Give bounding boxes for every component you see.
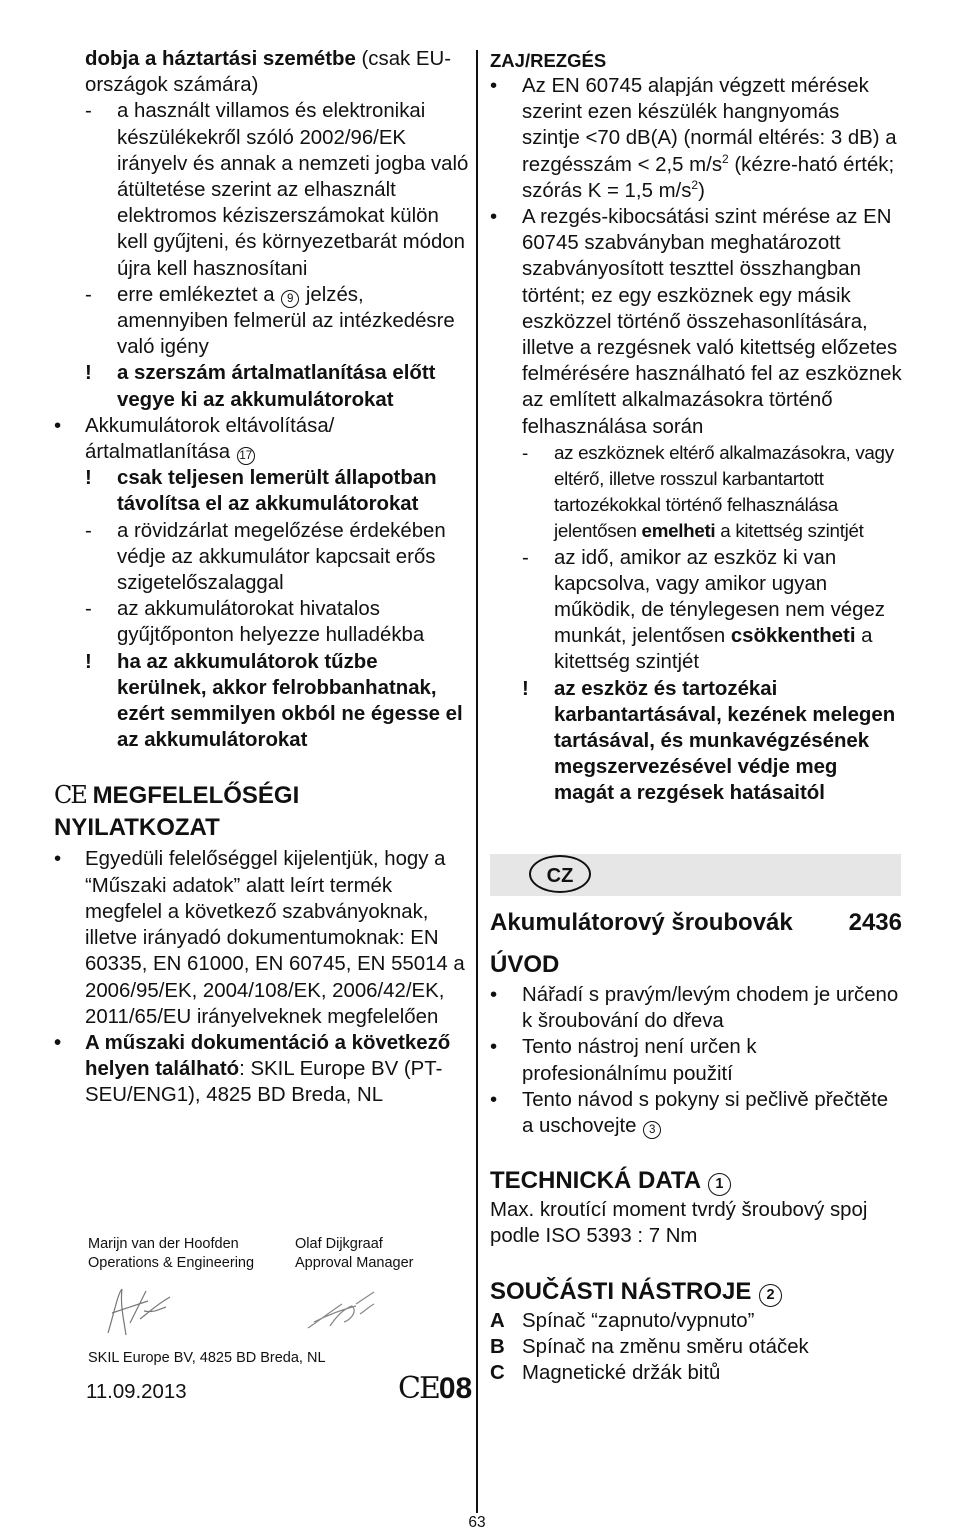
warning-item	[54, 649, 470, 754]
part-item	[490, 1360, 902, 1386]
part-key: C	[490, 1362, 505, 1385]
bullet-text: Tento nástroj není určen k profesionálnímu použití	[522, 1036, 757, 1085]
list-item	[54, 596, 470, 648]
part-label: Magnetické držák bitů	[522, 1362, 721, 1385]
bullet-item	[490, 204, 902, 440]
column-divider	[476, 50, 478, 1513]
warning-text: az eszköz és tartozékai karbantartásával, kezének melegen tartásával, és munkavégzésének megszervezésével védje meg magát a rezgések hatásaitól	[554, 677, 896, 805]
part-key: A	[490, 1309, 505, 1332]
bullet-marker: •	[490, 1036, 498, 1059]
product-title	[490, 907, 902, 939]
bullet-bold: A műszaki dokumentáció a következő helyen található	[85, 1031, 451, 1081]
bullet-text: A rezgés-kibocsátási szint mérése az EN 60745 szabványban meghatározott szabványosított teszttel összhangban történt; ez egy eszköznek egy másik eszközzel történő összehasonlítására, illetve a rezgésnek való kitettség előzetes felmérésére használható fel az eszköznek az említett alkalmazásokra történő felhasználása során	[522, 206, 902, 438]
conformity-title: MEGFELELŐSÉGI NYILATKOZAT	[54, 782, 300, 842]
ce-year: 08	[438, 1372, 473, 1405]
ref-9-icon: 9	[281, 290, 299, 308]
signatory-2-name: Olaf Dijkgraaf	[295, 1236, 383, 1252]
page-number: 63	[468, 1514, 486, 1531]
product-name: Akumulátorový šroubovák	[490, 909, 793, 936]
bullet-marker: •	[490, 1088, 498, 1111]
bullet-text: )	[698, 179, 705, 202]
list-item-text: a kitettség szintjét	[554, 625, 873, 674]
part-label: Spínač na změnu směru otáček	[522, 1335, 809, 1358]
warning-item	[54, 360, 470, 412]
bullet-item	[54, 846, 470, 1029]
list-item	[54, 518, 470, 597]
superscript: 2	[722, 151, 729, 166]
list-item-text: jelzés, amennyiben felmerül az intézkedésre való igény	[117, 283, 455, 359]
ref-2-icon: 2	[759, 1284, 782, 1307]
warning-marker: !	[85, 650, 92, 673]
warning-marker: !	[522, 677, 529, 700]
list-item	[490, 440, 902, 545]
bullet-text: Akkumulátorok eltávolítása/ ártalmatlanítása	[85, 414, 335, 464]
product-model: 2436	[848, 909, 902, 936]
bullet-marker: •	[490, 984, 498, 1006]
disposal-paragraph	[54, 46, 470, 98]
tech-title: TECHNICKÁ DATA	[490, 1167, 707, 1195]
list-item	[54, 282, 470, 361]
list-item-text: erre emlékeztet a	[117, 283, 281, 306]
bullet-text: SKIL Europe BV (PT-SEU/ENG1), 4825 BD Breda, NL	[85, 1058, 443, 1107]
signatory-1-name: Marijn van der Hoofden	[88, 1236, 239, 1252]
dash-marker: -	[522, 546, 529, 569]
list-item-text: a rövidzárlat megelőzése érdekében védje az akkumulátor kapcsait erős szigetelőszalaggal	[117, 519, 446, 595]
dash-marker: -	[85, 283, 92, 306]
left-column	[54, 46, 470, 1109]
signature-2-icon	[300, 1290, 380, 1335]
disposal-text: (csak EU-országok számára)	[85, 48, 452, 97]
list-item-text: a kitettség szintjét	[715, 520, 864, 542]
bullet-item	[490, 1034, 902, 1086]
signatory-2	[295, 1235, 414, 1273]
bullet-item	[490, 73, 902, 204]
list-item-text: a használt villamos és elektronikai készülékekről szóló 2002/96/EK irányelv és annak a nemzeti jogba való átültetése szerint az elhasznált elektromos kéziszerszámokat külön kell gyűjteni, és környezetbarát módon újra kell hasznosítani	[117, 100, 469, 280]
disposal-bold: dobja a háztartási szemétbe	[85, 48, 356, 70]
list-item	[54, 98, 470, 281]
signatory-1-title: Operations & Engineering	[88, 1255, 255, 1271]
superscript: 2	[691, 177, 699, 192]
dash-marker: -	[85, 598, 92, 621]
warning-marker: !	[85, 362, 92, 385]
list-item-text: az akkumulátorokat hivatalos gyűjtőponton helyezze hulladékba	[117, 598, 425, 647]
signatory-1	[88, 1235, 254, 1273]
signatory-2-title: Approval Manager	[295, 1255, 414, 1271]
warning-marker: !	[85, 467, 92, 490]
tech-text: Max. kroutící moment tvrdý šroubový spoj podle ISO 5393 : 7 Nm	[490, 1199, 868, 1248]
ref-17-icon: 17	[237, 447, 255, 465]
warning-text: csak teljesen lemerült állapotban távolítsa el az akkumulátorokat	[117, 467, 437, 516]
bullet-text: Az EN 60745 alapján végzett mérések szerint ezen készülék hangnyomás szintje <70 dB(A) (normál eltérés: 3 dB) a rezgésszám < 2,5 m/s	[522, 75, 897, 176]
bullet-marker: •	[54, 414, 62, 437]
tech-heading	[490, 1165, 902, 1197]
noise-heading: ZAJ/REZGÉS	[490, 50, 607, 71]
bullet-text: Egyedüli felelőséggel kijelentjük, hogy a “Műszaki adatok” alatt leírt termék megfelel a következő szabványoknak, illetve irányadó dokumentumoknak: EN 60335, EN 61000, EN 60745, EN 55014 a 2006/95/EK, 2004/108/EK, 2006/42/EK, 2011/65/EU irányelveknek megfelelően	[85, 848, 465, 1028]
warning-item	[490, 676, 902, 807]
parts-heading	[490, 1276, 902, 1308]
intro-heading: ÚVOD	[490, 951, 560, 978]
list-item-text: az idő, amikor az eszköz ki van kapcsolva, vagy amikor ugyan működik, de ténylegesen nem végez munkát, jelentősen	[554, 546, 885, 648]
warning-text: ha az akkumulátorok tűzbe kerülnek, akkor felrobbanhatnak, ezért semmilyen okból ne égesse el az akkumulátorokat	[117, 650, 463, 752]
bullet-marker: •	[490, 206, 498, 229]
company-address: SKIL Europe BV, 4825 BD Breda, NL	[88, 1350, 326, 1366]
part-key: B	[490, 1335, 505, 1358]
language-badge: CZ	[529, 855, 591, 893]
bullet-item	[54, 1030, 470, 1109]
ref-1-icon: 1	[708, 1173, 731, 1196]
ce-mark-icon: CE	[54, 781, 86, 810]
dash-marker: -	[522, 441, 528, 463]
bullet-marker: •	[54, 1031, 62, 1054]
dash-marker: -	[85, 519, 92, 542]
ce08-mark	[398, 1371, 472, 1407]
warning-text: a szerszám ártalmatlanítása előtt vegye ki az akkumulátorokat	[117, 362, 436, 411]
bullet-marker: •	[490, 75, 498, 97]
ce-mark-icon: CE	[398, 1371, 439, 1406]
ref-3-icon: 3	[643, 1121, 661, 1139]
bullet-text: Nářadí s pravým/levým chodem je určeno k šroubování do dřeva	[522, 984, 899, 1033]
cz-section	[490, 907, 902, 1386]
list-item-bold: csökkentheti	[730, 625, 856, 648]
bullet-colon: :	[239, 1058, 245, 1081]
parts-title: SOUČÁSTI NÁSTROJE	[490, 1277, 759, 1305]
list-item	[490, 545, 902, 676]
bullet-marker: •	[54, 848, 62, 871]
list-item-text: az eszköznek eltérő alkalmazásokra, vagy eltérő, illetve rosszul karbantartott tartozékokkal történő felhasználása jelentősen	[554, 441, 894, 542]
part-label: Spínač “zapnuto/vypnuto”	[522, 1309, 755, 1332]
dash-marker: -	[85, 100, 92, 123]
warning-item	[54, 465, 470, 517]
conformity-heading	[54, 779, 470, 844]
bullet-item	[490, 982, 902, 1034]
right-column	[490, 46, 902, 807]
bullet-item	[54, 413, 470, 465]
part-item	[490, 1334, 902, 1360]
part-item	[490, 1308, 902, 1334]
list-item-bold: emelheti	[641, 520, 716, 542]
bullet-text: Tento návod s pokyny si pečlivě přečtěte a uschovejte	[522, 1088, 889, 1138]
bullet-text: (kézre-ható érték; szórás K = 1,5 m/s	[522, 153, 895, 202]
bullet-item	[490, 1087, 902, 1139]
signature-1-icon	[100, 1283, 180, 1341]
declaration-date: 11.09.2013	[86, 1381, 187, 1403]
